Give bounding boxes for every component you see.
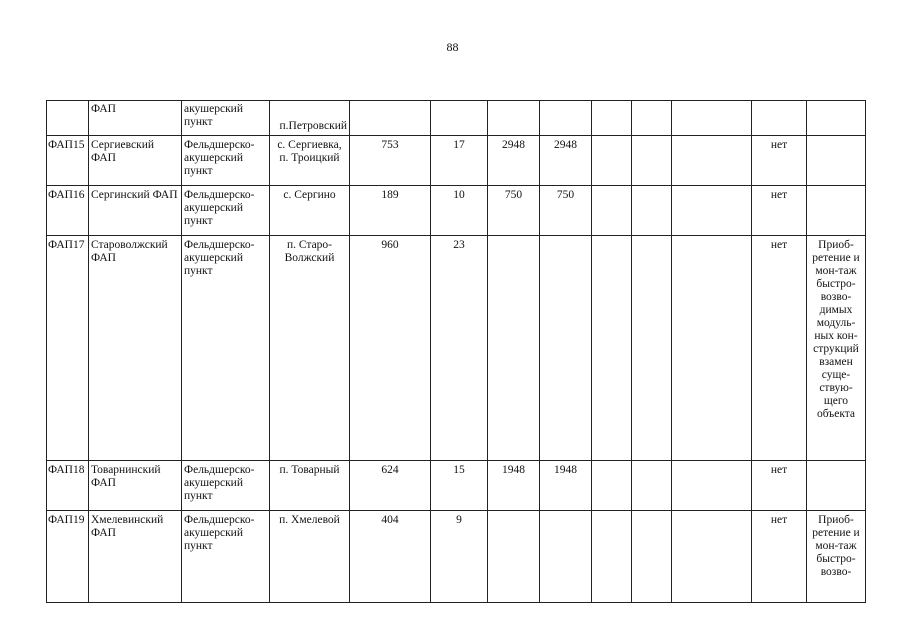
cell-population: 189: [350, 186, 431, 236]
page-number: 88: [446, 40, 459, 54]
cell-code: [47, 101, 89, 136]
cell-settlement: с. Сергино: [270, 186, 350, 236]
cell-type: Фельдшерско-акушерский пункт: [182, 236, 270, 461]
cell-value-1: [488, 236, 540, 461]
cell-note: Приоб-ретение и мон-таж быстро-возво-димых модуль-ных кон-струкций взамен суще-ствую-щего объекта: [807, 236, 866, 461]
table-row: [47, 236, 866, 461]
cell-type: Фельдшерско-акушерский пункт: [182, 186, 270, 236]
cell-value-2: [540, 236, 592, 461]
table-row: [47, 511, 866, 603]
cell-value-2: 2948: [540, 136, 592, 186]
cell-settlement: п.Петровский: [270, 101, 350, 136]
cell-value-1: 2948: [488, 136, 540, 186]
cell-status: нет: [752, 136, 807, 186]
cell-value-2: 750: [540, 186, 592, 236]
cell-type: акушерский пункт: [182, 101, 270, 136]
cell-value-1: 750: [488, 186, 540, 236]
cell-note: [807, 136, 866, 186]
cell-settlement: п. Старо-Волжский: [270, 236, 350, 461]
table-row: [47, 136, 866, 186]
cell-settlement: п. Товарный: [270, 461, 350, 511]
cell-name: ФАП: [89, 101, 182, 136]
cell-visits: 10: [431, 186, 488, 236]
facilities-table: [46, 100, 866, 603]
cell-type: Фельдшерско-акушерский пункт: [182, 461, 270, 511]
cell-value-2: [540, 511, 592, 603]
cell-name: Сергинский ФАП: [89, 186, 182, 236]
table-row-continuation: [47, 101, 866, 136]
cell-settlement: п. Хмелевой: [270, 511, 350, 603]
cell-population: 753: [350, 136, 431, 186]
cell-type: Фельдшерско-акушерский пункт: [182, 136, 270, 186]
cell-name: Хмелевинский ФАП: [89, 511, 182, 603]
cell-value-1: 1948: [488, 461, 540, 511]
cell-value-1: [488, 511, 540, 603]
cell-visits: 23: [431, 236, 488, 461]
table-row: [47, 186, 866, 236]
cell-note: [807, 186, 866, 236]
cell-status: нет: [752, 236, 807, 461]
cell-visits: 9: [431, 511, 488, 603]
cell-population: 960: [350, 236, 431, 461]
cell-visits: 15: [431, 461, 488, 511]
cell-value-2: 1948: [540, 461, 592, 511]
cell-code: ФАП17: [47, 236, 89, 461]
cell-code: ФАП16: [47, 186, 89, 236]
cell-code: ФАП19: [47, 511, 89, 603]
cell-status: нет: [752, 186, 807, 236]
cell-code: ФАП15: [47, 136, 89, 186]
cell-status: нет: [752, 461, 807, 511]
cell-settlement: с. Сергиевка, п. Троицкий: [270, 136, 350, 186]
cell-visits: 17: [431, 136, 488, 186]
cell-note: Приоб-ретение и мон-таж быстро-возво-: [807, 511, 866, 603]
cell-name: Товарнинский ФАП: [89, 461, 182, 511]
cell-code: ФАП18: [47, 461, 89, 511]
cell-note: [807, 461, 866, 511]
cell-population: 624: [350, 461, 431, 511]
cell-population: 404: [350, 511, 431, 603]
table-row: [47, 461, 866, 511]
cell-name: Староволжский ФАП: [89, 236, 182, 461]
cell-name: Сергиевский ФАП: [89, 136, 182, 186]
cell-type: Фельдшерско-акушерский пункт: [182, 511, 270, 603]
cell-status: нет: [752, 511, 807, 603]
